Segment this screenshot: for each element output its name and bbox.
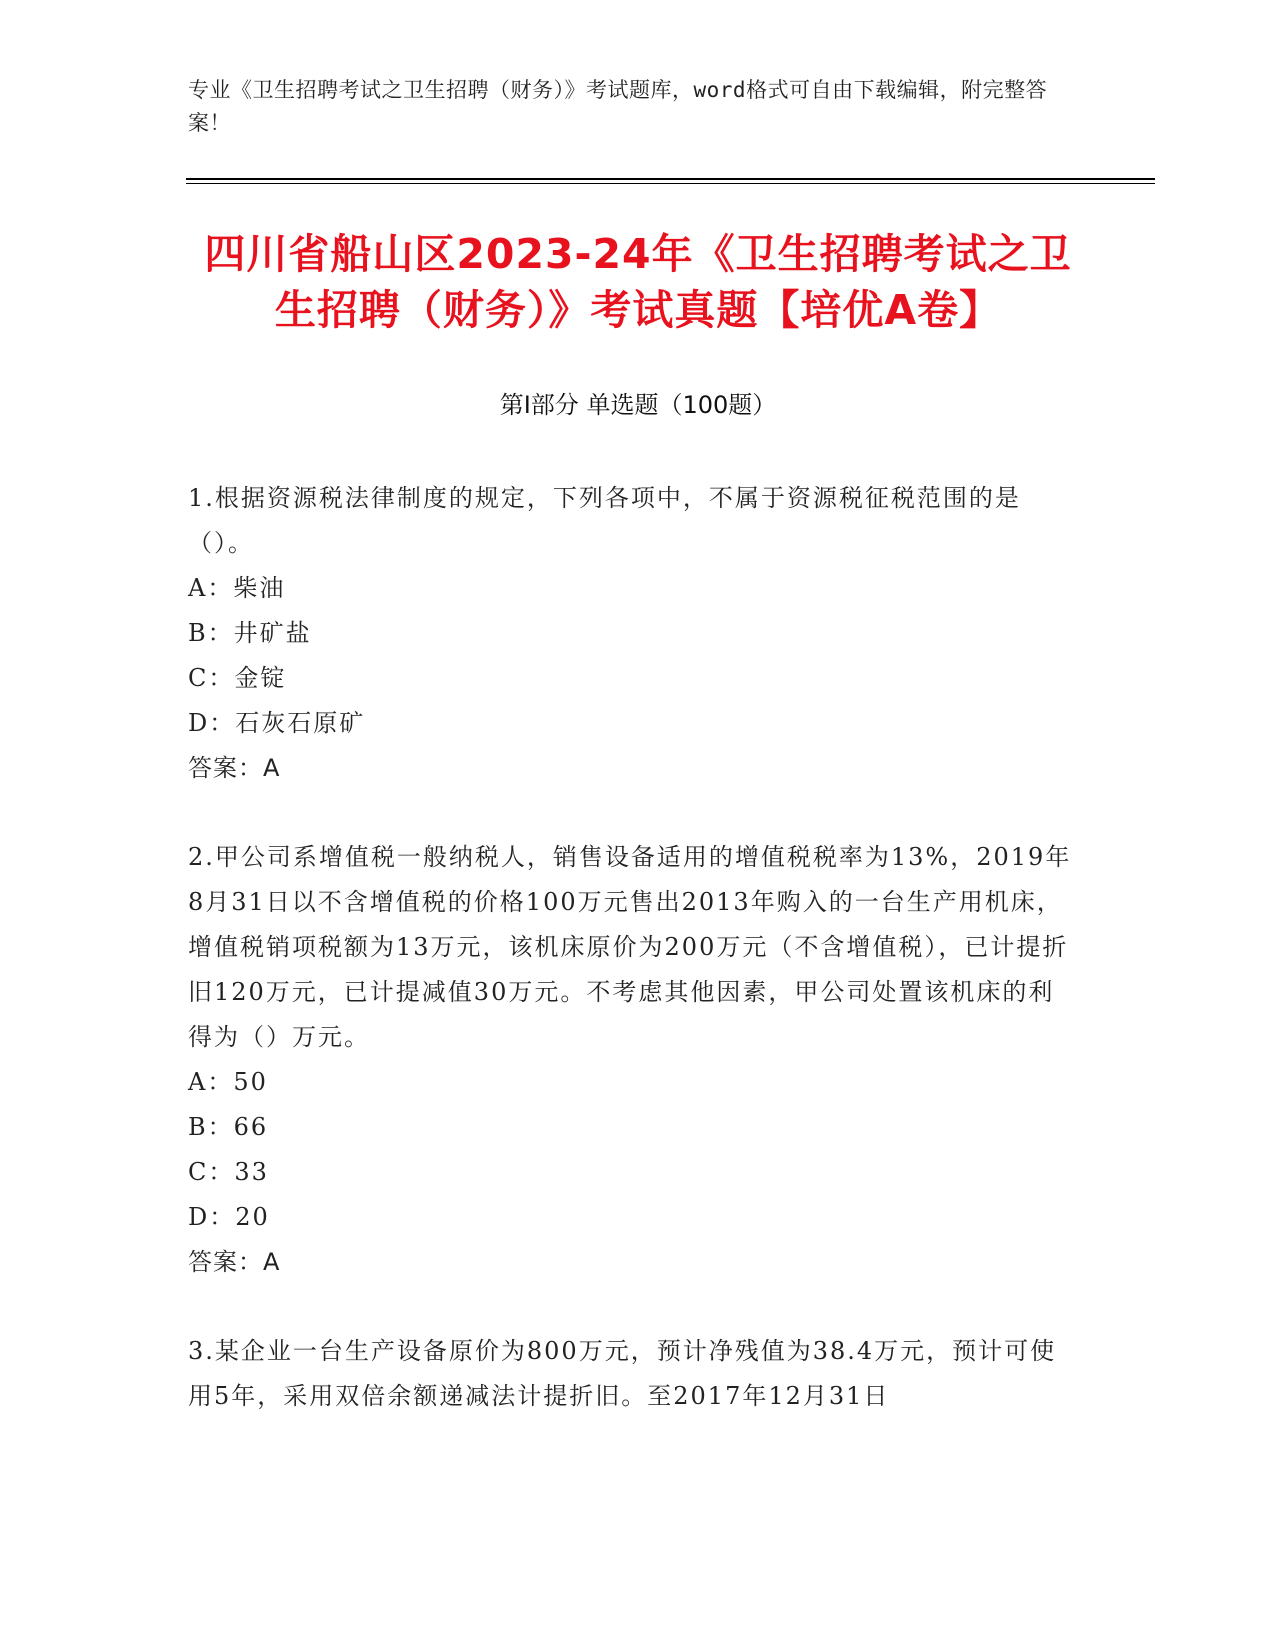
question-stem: 2.甲公司系增值税一般纳税人，销售设备适用的增值税税率为13%，2019年8月31日以不含增值税的价格100万元售出2013年购入的一台生产用机床，增值税销项税额为13万元，该机床原价为200万元（不含增值税），已计提折旧120万元，已计提减值30万元。不考虑其他因素，甲公司处置该机床的利得为（）万元。 — [188, 843, 1072, 1051]
option-a: A：50 — [188, 1068, 268, 1096]
option-d: D：石灰石原矿 — [188, 709, 366, 737]
question-stem: 3.某企业一台生产设备原价为800万元，预计净残值为38.4万元，预计可使用5年，采用双倍余额递减法计提折旧。至2017年12月31日 — [188, 1337, 1057, 1410]
question-gap — [188, 791, 1078, 835]
question-list — [188, 476, 1078, 1419]
option-a: A：柴油 — [188, 574, 286, 602]
question-stem: 1.根据资源税法律制度的规定，下列各项中，不属于资源税征税范围的是（）。 — [188, 484, 1021, 557]
header-note: 专业《卫生招聘考试之卫生招聘（财务）》考试题库，word格式可自由下载编辑，附完整答案！ — [188, 78, 1048, 135]
header-rule-thick — [186, 178, 1155, 180]
header-rule-thin — [186, 183, 1155, 184]
document-title: 四川省船山区2023-24年《卫生招聘考试之卫生招聘（财务）》考试真题【培优A卷】 — [204, 230, 1072, 334]
question-1 — [188, 476, 1078, 791]
option-b: B：井矿盐 — [188, 619, 312, 647]
answer: 答案：A — [188, 754, 281, 782]
option-b: B：66 — [188, 1113, 269, 1141]
option-c: C：33 — [188, 1158, 269, 1186]
question-3 — [188, 1329, 1078, 1419]
question-2 — [188, 835, 1078, 1285]
section-heading: 第Ⅰ部分 单选题（100题） — [499, 391, 777, 419]
answer: 答案：A — [188, 1248, 281, 1276]
option-c: C：金锭 — [188, 664, 287, 692]
option-d: D：20 — [188, 1203, 270, 1231]
question-gap — [188, 1285, 1078, 1329]
